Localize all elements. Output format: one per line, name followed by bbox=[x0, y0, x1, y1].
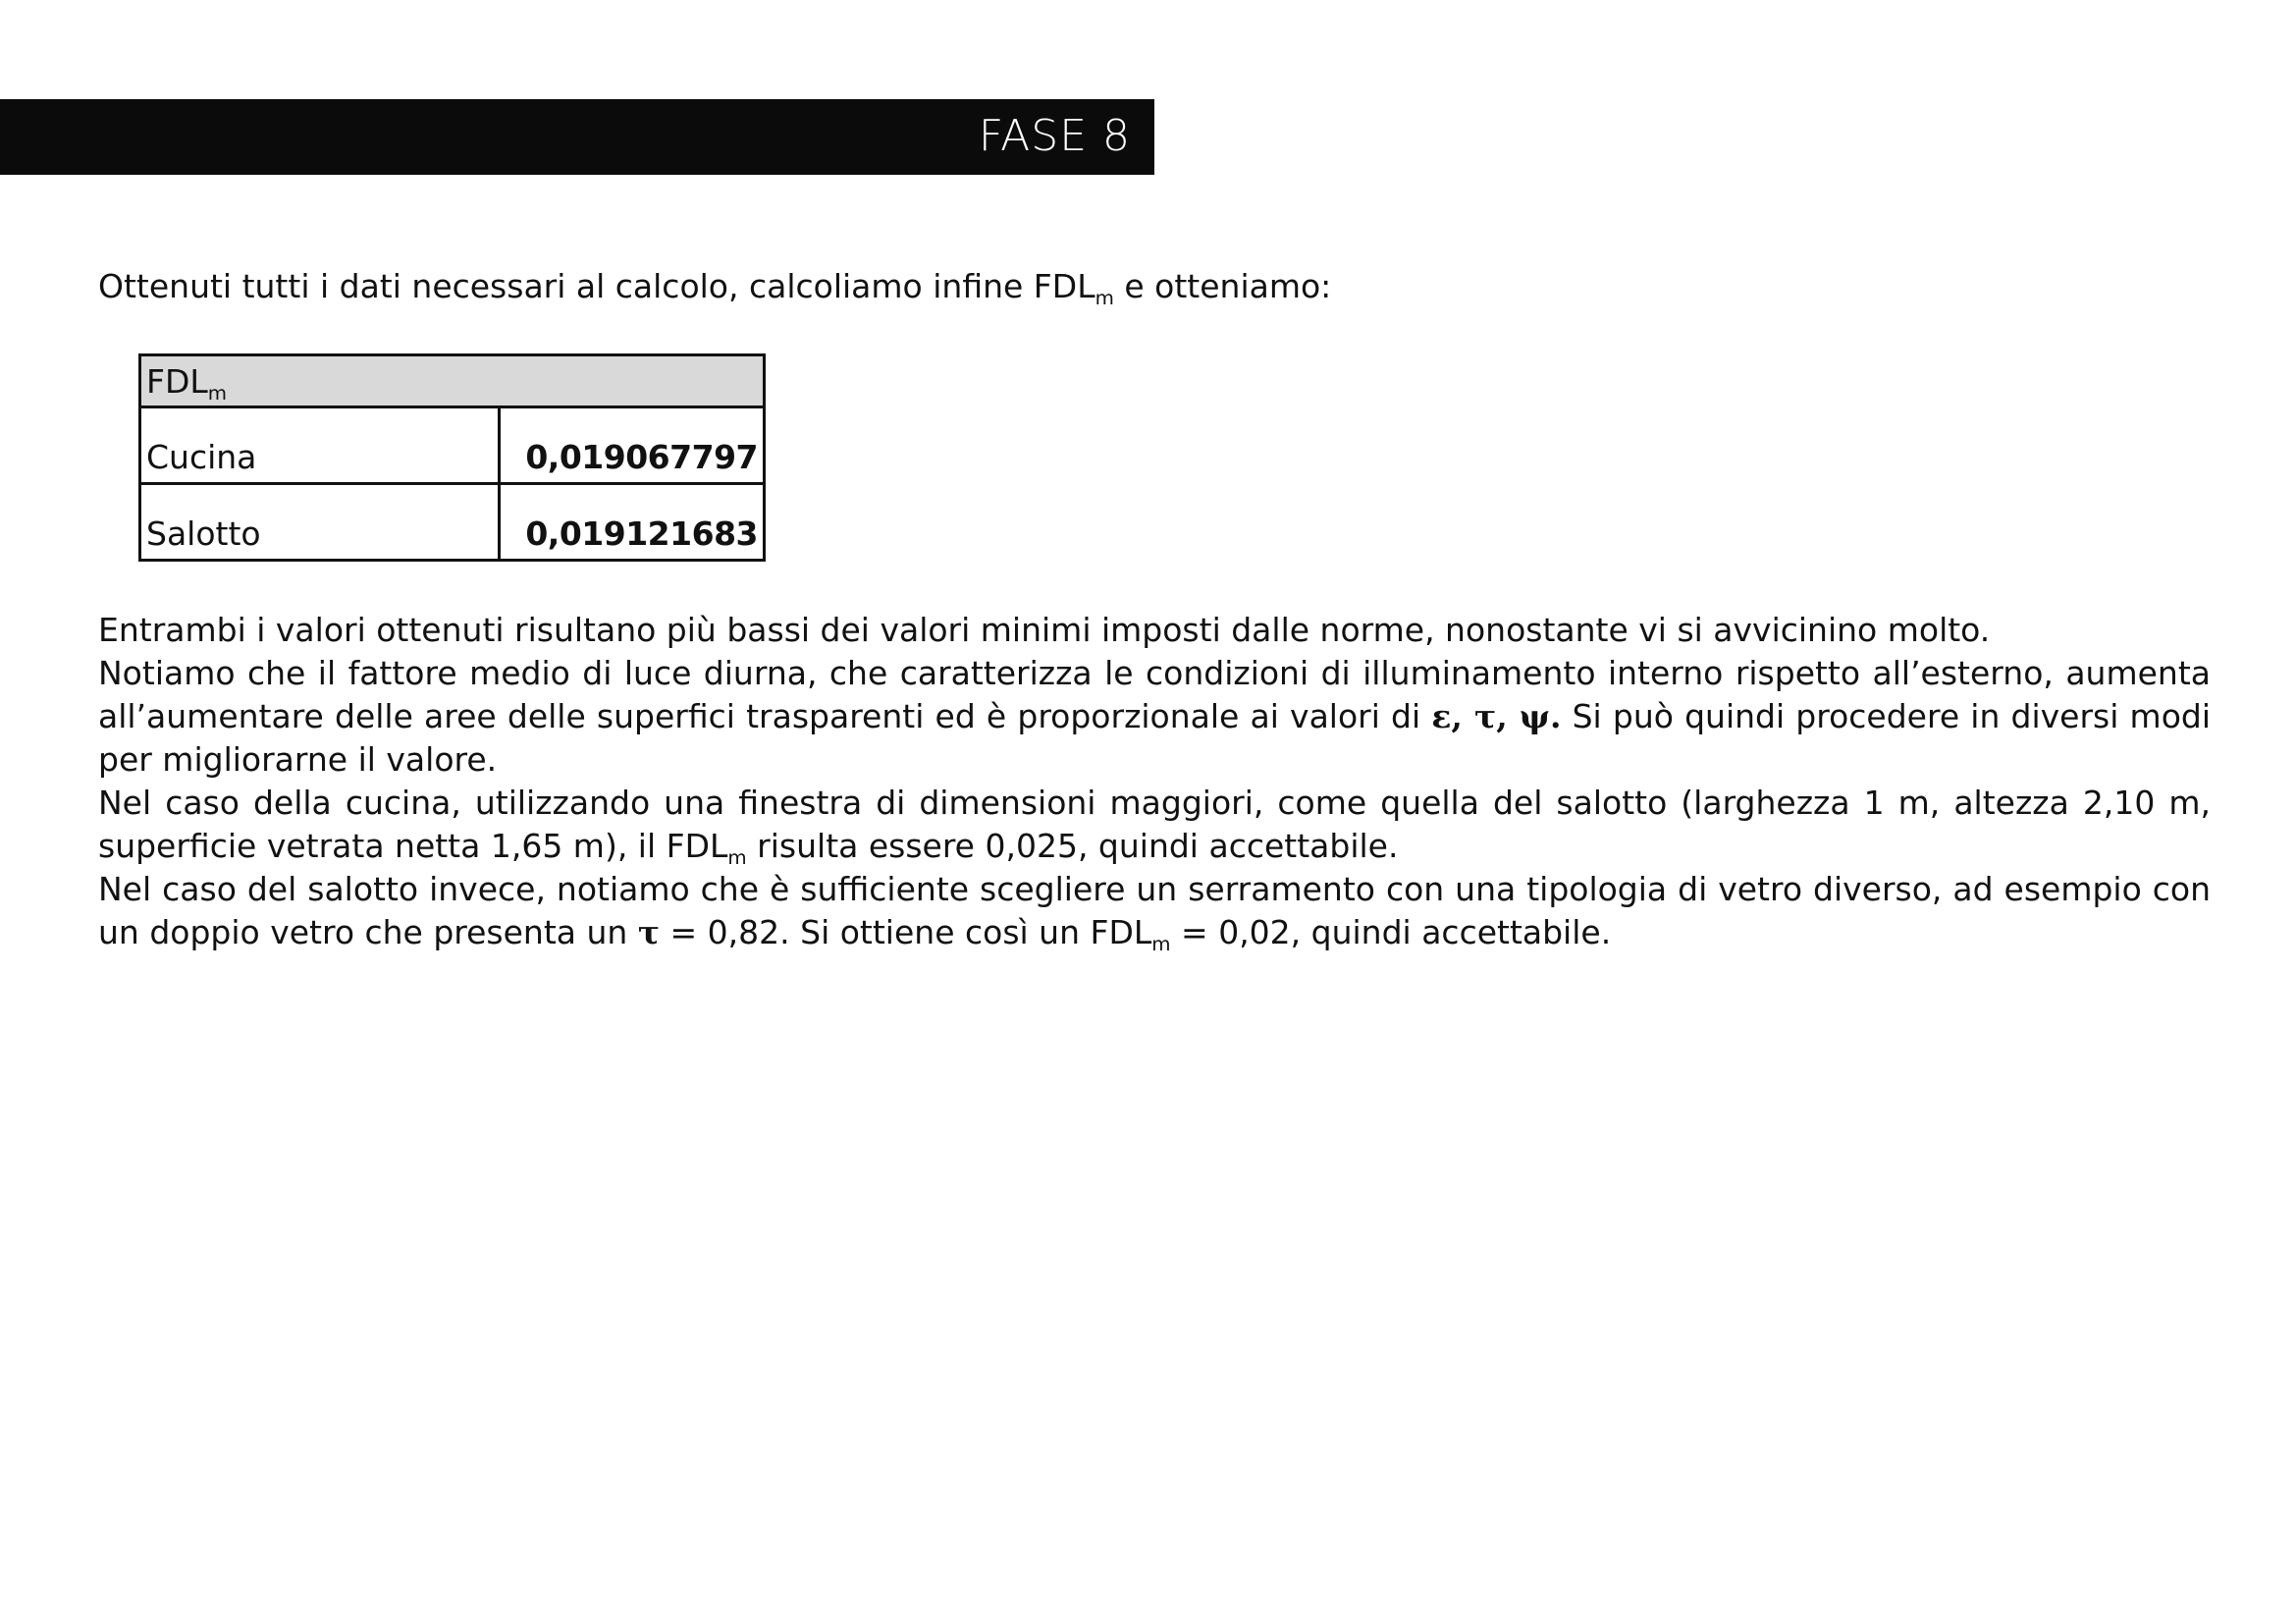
paragraph-2-before: Notiamo che il fattore medio di luce diurna, che caratterizza le condizioni di illuminamento interno rispetto all’esterno, aumenta all’aumentare delle aree delle superfici trasparenti ed è proporzionale ai valori di bbox=[98, 654, 2211, 735]
paragraph-4-before: Nel caso del salotto invece, notiamo che è sufficiente scegliere un serramento con una tipologia di vetro diverso, ad esempio con un doppio vetro che presenta un bbox=[98, 870, 2211, 951]
paragraph-3-before: Nel caso della cucina, utilizzando una finestra di dimensioni maggiori, come quella del salotto (larghezza 1 m, altezza 2,10 m, superficie vetrata netta 1,65 m), il FDL bbox=[98, 784, 2211, 865]
tau-symbol: τ bbox=[637, 913, 661, 951]
table-header-cell bbox=[140, 355, 765, 407]
section-title: FASE 8 bbox=[978, 111, 1131, 161]
table-header-subscript: m bbox=[207, 381, 228, 405]
intro-text-before: Ottenuti tutti i dati necessari al calcolo, calcoliamo infine FDL bbox=[98, 267, 1095, 305]
paragraph-3 bbox=[98, 782, 2211, 868]
paragraph-4-middle: = 0,82. Si ottiene così un FDL bbox=[660, 913, 1152, 951]
row-label: Cucina bbox=[140, 407, 500, 484]
table-row bbox=[140, 407, 765, 484]
paragraph-4-after: = 0,02, quindi accettabile. bbox=[1170, 913, 1612, 951]
paragraph-2 bbox=[98, 652, 2211, 782]
table-header-row bbox=[140, 355, 765, 407]
row-label: Salotto bbox=[140, 484, 500, 561]
row-value: 0,019121683 bbox=[500, 484, 765, 561]
intro-text-after: e otteniamo: bbox=[1113, 267, 1332, 305]
row-value: 0,019067797 bbox=[500, 407, 765, 484]
paragraph-3-after: risulta essere 0,025, quindi accettabile. bbox=[746, 827, 1399, 865]
body-text bbox=[98, 609, 2211, 954]
table-header-main: FDL bbox=[146, 361, 208, 401]
fdl-results-table bbox=[138, 353, 766, 562]
paragraph-4-subscript: m bbox=[1151, 932, 1171, 955]
paragraph-3-subscript: m bbox=[727, 845, 747, 869]
table-row bbox=[140, 484, 765, 561]
intro-sentence bbox=[98, 265, 1331, 308]
paragraph-1: Entrambi i valori ottenuti risultano più bassi dei valori minimi imposti dalle norme, nonostante vi si avvicinino molto. bbox=[98, 611, 1991, 649]
section-header-bar bbox=[0, 99, 1154, 175]
paragraph-4 bbox=[98, 868, 2211, 954]
greek-symbols: ε, τ, ψ. bbox=[1431, 697, 1562, 735]
intro-subscript: m bbox=[1095, 286, 1114, 309]
paragraph-2-after: Si può quindi procedere in diversi modi per migliorarne il valore. bbox=[98, 697, 2212, 779]
